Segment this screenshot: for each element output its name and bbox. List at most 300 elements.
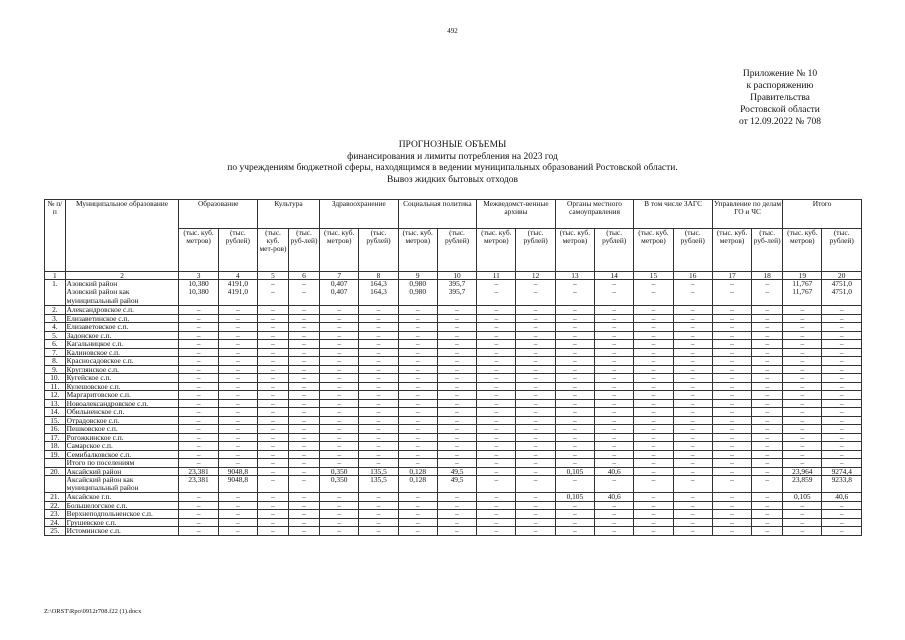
- value-cell: –: [712, 391, 751, 400]
- value-cell: –: [822, 416, 862, 425]
- row-number: 8.: [45, 357, 66, 366]
- value-cell: –: [477, 408, 516, 417]
- value-cell: –: [595, 518, 634, 527]
- value-cell: –: [477, 501, 516, 510]
- value-cell: –: [179, 425, 218, 434]
- value-cell: –: [634, 433, 673, 442]
- value-cell: –: [822, 408, 862, 417]
- value-cell: –: [595, 399, 634, 408]
- value-cell: –: [320, 501, 359, 510]
- value-cell: –: [516, 493, 555, 502]
- value-cell: –: [712, 459, 751, 468]
- value-cell: –: [258, 399, 289, 408]
- value-cell: –: [320, 314, 359, 323]
- value-cell: –: [218, 493, 257, 502]
- column-number: 1: [45, 272, 66, 280]
- value-cell: – –: [673, 280, 712, 306]
- value-cell: –: [712, 433, 751, 442]
- value-cell: –: [398, 314, 437, 323]
- header-unit: (тыс. куб. метров): [398, 229, 437, 272]
- value-cell: –: [673, 476, 712, 493]
- header-group: Здравоохранение: [320, 200, 399, 229]
- value-cell: –: [555, 391, 594, 400]
- column-number: 18: [752, 272, 783, 280]
- value-cell: –: [179, 433, 218, 442]
- value-cell: –: [752, 331, 783, 340]
- value-cell: –: [516, 459, 555, 468]
- value-cell: –: [822, 348, 862, 357]
- value-cell: –: [634, 493, 673, 502]
- table-row: [45, 399, 862, 408]
- municipality-name: [65, 493, 179, 502]
- municipality-name: [65, 374, 179, 383]
- value-cell: –: [822, 365, 862, 374]
- value-cell: –: [179, 365, 218, 374]
- column-number: 7: [320, 272, 359, 280]
- value-cell: –: [516, 357, 555, 366]
- value-cell: –: [398, 450, 437, 459]
- appendix-block: [739, 68, 821, 128]
- value-cell: –: [783, 399, 822, 408]
- row-number: 15.: [45, 416, 66, 425]
- column-number: 13: [555, 272, 594, 280]
- value-cell: –: [752, 382, 783, 391]
- value-cell: –: [477, 348, 516, 357]
- municipality-name-line: Семибалковское с.п.: [66, 450, 132, 459]
- value-cell: –: [783, 442, 822, 451]
- value-cell: 164,3 164,3: [359, 280, 398, 306]
- value-cell: –: [359, 306, 398, 315]
- value-cell: –: [712, 450, 751, 459]
- value-cell: –: [555, 501, 594, 510]
- value-cell: –: [258, 450, 289, 459]
- value-cell: –: [218, 323, 257, 332]
- value-cell: –: [822, 501, 862, 510]
- value-cell: 9274,4: [822, 467, 862, 476]
- value-cell: –: [555, 340, 594, 349]
- column-number: 20: [822, 272, 862, 280]
- row-number: 6.: [45, 340, 66, 349]
- municipality-name-line: Александровское с.п.: [66, 305, 134, 315]
- value-cell: –: [555, 357, 594, 366]
- value-cell: –: [359, 459, 398, 468]
- value-cell: –: [477, 425, 516, 434]
- value-cell: –: [752, 527, 783, 536]
- table-row: [45, 518, 862, 527]
- value-cell: –: [555, 323, 594, 332]
- header-unit: (тыс. куб. метров): [179, 229, 218, 272]
- header-unit: (тыс. рублей): [359, 229, 398, 272]
- value-cell: –: [320, 510, 359, 519]
- value-cell: –: [516, 340, 555, 349]
- value-cell: – –: [477, 280, 516, 306]
- value-cell: –: [712, 365, 751, 374]
- value-cell: –: [595, 510, 634, 519]
- value-cell: –: [477, 476, 516, 493]
- table-row: [45, 467, 862, 476]
- row-number: 22.: [45, 501, 66, 510]
- value-cell: –: [320, 374, 359, 383]
- municipality-name: [65, 510, 179, 519]
- value-cell: –: [179, 340, 218, 349]
- value-cell: –: [179, 314, 218, 323]
- row-number: 20.: [45, 467, 66, 476]
- value-cell: –: [752, 340, 783, 349]
- value-cell: –: [595, 450, 634, 459]
- value-cell: 4191,0 4191,0: [218, 280, 257, 306]
- value-cell: –: [634, 518, 673, 527]
- value-cell: –: [258, 323, 289, 332]
- value-cell: –: [179, 442, 218, 451]
- value-cell: –: [477, 527, 516, 536]
- value-cell: –: [712, 416, 751, 425]
- municipality-name-line: Маргаритовское с.п.: [66, 390, 131, 400]
- header-unit: (тыс. куб. метров): [712, 229, 751, 272]
- value-cell: –: [289, 391, 320, 400]
- value-cell: –: [437, 340, 476, 349]
- value-cell: –: [289, 340, 320, 349]
- column-number: 10: [437, 272, 476, 280]
- value-cell: 40,6: [595, 493, 634, 502]
- value-cell: –: [822, 425, 862, 434]
- value-cell: –: [516, 306, 555, 315]
- value-cell: –: [320, 527, 359, 536]
- value-cell: –: [673, 340, 712, 349]
- value-cell: –: [673, 527, 712, 536]
- value-cell: –: [783, 527, 822, 536]
- value-cell: –: [555, 433, 594, 442]
- municipality-name-line: Истоминское с.п.: [66, 526, 121, 536]
- value-cell: –: [752, 493, 783, 502]
- value-cell: –: [477, 433, 516, 442]
- value-cell: –: [289, 357, 320, 366]
- value-cell: –: [634, 510, 673, 519]
- value-cell: –: [555, 518, 594, 527]
- value-cell: –: [359, 323, 398, 332]
- value-cell: –: [783, 357, 822, 366]
- value-cell: –: [258, 374, 289, 383]
- value-cell: – –: [258, 280, 289, 306]
- value-cell: –: [437, 408, 476, 417]
- value-cell: –: [218, 306, 257, 315]
- value-cell: 9233,8: [822, 476, 862, 493]
- value-cell: –: [516, 501, 555, 510]
- value-cell: 10,380 10,380: [179, 280, 218, 306]
- value-cell: –: [179, 382, 218, 391]
- column-number: 2: [65, 272, 179, 280]
- header-group: Социальная политика: [398, 200, 477, 229]
- value-cell: –: [218, 501, 257, 510]
- value-cell: –: [218, 425, 257, 434]
- value-cell: –: [712, 518, 751, 527]
- header-unit: (тыс. куб. метров): [783, 229, 822, 272]
- municipality-name: [65, 399, 179, 408]
- value-cell: –: [477, 340, 516, 349]
- value-cell: –: [218, 391, 257, 400]
- table-row: [45, 340, 862, 349]
- value-cell: –: [555, 476, 594, 493]
- value-cell: –: [595, 331, 634, 340]
- value-cell: –: [289, 527, 320, 536]
- value-cell: –: [673, 357, 712, 366]
- value-cell: –: [289, 323, 320, 332]
- value-cell: – –: [634, 280, 673, 306]
- value-cell: –: [555, 408, 594, 417]
- value-cell: 49,5: [437, 467, 476, 476]
- municipality-name-line: Кулешовское с.п.: [66, 382, 121, 391]
- value-cell: – –: [752, 280, 783, 306]
- value-cell: –: [179, 323, 218, 332]
- value-cell: –: [555, 442, 594, 451]
- value-cell: –: [673, 467, 712, 476]
- row-number: [45, 459, 66, 468]
- value-cell: –: [218, 527, 257, 536]
- value-cell: –: [258, 314, 289, 323]
- value-cell: –: [712, 399, 751, 408]
- table-row: [45, 408, 862, 417]
- value-cell: 23,381: [179, 476, 218, 493]
- value-cell: –: [752, 365, 783, 374]
- header-unit: (тыс. рублей): [822, 229, 862, 272]
- value-cell: 23,381: [179, 467, 218, 476]
- value-cell: –: [359, 416, 398, 425]
- value-cell: –: [398, 323, 437, 332]
- value-cell: –: [822, 357, 862, 366]
- municipality-name: [65, 501, 179, 510]
- value-cell: –: [673, 348, 712, 357]
- value-cell: –: [289, 416, 320, 425]
- value-cell: –: [783, 365, 822, 374]
- value-cell: 40,6: [822, 493, 862, 502]
- value-cell: –: [595, 416, 634, 425]
- table-row: [45, 323, 862, 332]
- value-cell: –: [634, 442, 673, 451]
- value-cell: –: [320, 408, 359, 417]
- table-row: [45, 450, 862, 459]
- appendix-line: Ростовской области: [740, 105, 820, 115]
- municipality-name-line: Аксайское г.п.: [66, 492, 112, 502]
- value-cell: –: [437, 365, 476, 374]
- header-group: Органы местного самоуправления: [555, 200, 634, 229]
- value-cell: –: [359, 442, 398, 451]
- value-cell: –: [359, 425, 398, 434]
- value-cell: –: [258, 442, 289, 451]
- value-cell: –: [477, 416, 516, 425]
- header-unit: (тыс. куб. метров): [634, 229, 673, 272]
- value-cell: –: [822, 374, 862, 383]
- value-cell: 49,5: [437, 476, 476, 493]
- value-cell: –: [783, 459, 822, 468]
- value-cell: –: [289, 467, 320, 476]
- value-cell: –: [258, 527, 289, 536]
- municipality-name: [65, 331, 179, 340]
- municipality-name: [65, 408, 179, 417]
- value-cell: –: [783, 323, 822, 332]
- value-cell: –: [320, 323, 359, 332]
- value-cell: –: [712, 314, 751, 323]
- document-title: [0, 140, 905, 186]
- column-number: 6: [289, 272, 320, 280]
- value-cell: –: [320, 382, 359, 391]
- value-cell: –: [218, 382, 257, 391]
- table-row: [45, 365, 862, 374]
- value-cell: –: [320, 357, 359, 366]
- value-cell: 395,7 395,7: [437, 280, 476, 306]
- value-cell: –: [398, 493, 437, 502]
- value-cell: –: [477, 467, 516, 476]
- value-cell: –: [398, 527, 437, 536]
- value-cell: –: [320, 518, 359, 527]
- value-cell: –: [634, 331, 673, 340]
- municipality-name-line: Верхнеподпольненское с.п.: [66, 509, 153, 519]
- value-cell: –: [218, 374, 257, 383]
- value-cell: –: [516, 476, 555, 493]
- value-cell: –: [712, 374, 751, 383]
- table-row: [45, 442, 862, 451]
- value-cell: –: [437, 357, 476, 366]
- row-number: 21.: [45, 493, 66, 502]
- column-number: 11: [477, 272, 516, 280]
- value-cell: –: [712, 408, 751, 417]
- value-cell: –: [289, 425, 320, 434]
- value-cell: –: [555, 425, 594, 434]
- value-cell: –: [398, 365, 437, 374]
- value-cell: –: [555, 331, 594, 340]
- municipality-name-line: Большелогское с.п.: [66, 501, 128, 510]
- value-cell: –: [398, 374, 437, 383]
- value-cell: –: [634, 527, 673, 536]
- value-cell: –: [822, 510, 862, 519]
- value-cell: –: [437, 527, 476, 536]
- value-cell: –: [258, 357, 289, 366]
- value-cell: –: [179, 510, 218, 519]
- value-cell: –: [673, 518, 712, 527]
- value-cell: –: [634, 416, 673, 425]
- value-cell: 0,105: [783, 493, 822, 502]
- value-cell: –: [555, 382, 594, 391]
- value-cell: –: [218, 408, 257, 417]
- value-cell: –: [516, 425, 555, 434]
- value-cell: –: [477, 450, 516, 459]
- value-cell: –: [437, 382, 476, 391]
- value-cell: –: [555, 399, 594, 408]
- value-cell: –: [783, 331, 822, 340]
- value-cell: –: [258, 493, 289, 502]
- table-row: [45, 510, 862, 519]
- value-cell: –: [634, 348, 673, 357]
- value-cell: –: [359, 399, 398, 408]
- value-cell: –: [634, 374, 673, 383]
- value-cell: –: [179, 374, 218, 383]
- municipality-name: [65, 459, 179, 468]
- value-cell: –: [398, 348, 437, 357]
- table-row: [45, 391, 862, 400]
- municipality-name-line: муниципальный район: [66, 295, 139, 305]
- value-cell: –: [752, 459, 783, 468]
- value-cell: –: [595, 348, 634, 357]
- value-cell: –: [783, 348, 822, 357]
- table-row: [45, 348, 862, 357]
- value-cell: –: [179, 450, 218, 459]
- table-row: [45, 306, 862, 315]
- value-cell: –: [218, 416, 257, 425]
- value-cell: –: [783, 416, 822, 425]
- value-cell: –: [712, 331, 751, 340]
- value-cell: –: [179, 518, 218, 527]
- appendix-line: Приложение № 10: [742, 69, 818, 79]
- header-unit: (тыс. рублей): [673, 229, 712, 272]
- value-cell: –: [218, 340, 257, 349]
- municipality-name: [65, 442, 179, 451]
- value-cell: –: [289, 408, 320, 417]
- value-cell: –: [783, 306, 822, 315]
- value-cell: –: [477, 510, 516, 519]
- column-number: 15: [634, 272, 673, 280]
- value-cell: –: [398, 357, 437, 366]
- header-unit: (тыс. куб. метров): [555, 229, 594, 272]
- value-cell: – –: [595, 280, 634, 306]
- value-cell: –: [398, 433, 437, 442]
- value-cell: –: [437, 314, 476, 323]
- value-cell: –: [783, 408, 822, 417]
- value-cell: –: [359, 391, 398, 400]
- value-cell: –: [783, 314, 822, 323]
- value-cell: –: [289, 493, 320, 502]
- value-cell: – –: [516, 280, 555, 306]
- value-cell: –: [752, 450, 783, 459]
- value-cell: –: [437, 459, 476, 468]
- municipality-name: [65, 416, 179, 425]
- value-cell: –: [477, 442, 516, 451]
- value-cell: –: [320, 425, 359, 434]
- value-cell: 9048,8: [218, 467, 257, 476]
- value-cell: –: [398, 306, 437, 315]
- value-cell: –: [289, 348, 320, 357]
- municipality-name-line: Азовский район: [66, 279, 118, 288]
- value-cell: –: [516, 382, 555, 391]
- municipality-name-line: Отрадовское с.п.: [66, 416, 120, 425]
- value-cell: –: [673, 433, 712, 442]
- row-number: 14.: [45, 408, 66, 417]
- row-number: 7.: [45, 348, 66, 357]
- value-cell: –: [822, 433, 862, 442]
- value-cell: –: [516, 527, 555, 536]
- row-number: 5.: [45, 331, 66, 340]
- value-cell: –: [359, 450, 398, 459]
- value-cell: –: [398, 340, 437, 349]
- value-cell: –: [477, 314, 516, 323]
- value-cell: –: [179, 399, 218, 408]
- value-cell: –: [258, 518, 289, 527]
- row-number: 3.: [45, 314, 66, 323]
- value-cell: –: [437, 518, 476, 527]
- value-cell: –: [477, 306, 516, 315]
- header-num: № п/п: [45, 200, 66, 272]
- value-cell: –: [822, 399, 862, 408]
- value-cell: –: [712, 306, 751, 315]
- value-cell: –: [634, 467, 673, 476]
- value-cell: –: [822, 306, 862, 315]
- value-cell: –: [673, 399, 712, 408]
- municipality-name-line: Новоалександровское с.п.: [66, 399, 149, 408]
- value-cell: –: [359, 433, 398, 442]
- value-cell: –: [555, 527, 594, 536]
- value-cell: –: [289, 382, 320, 391]
- value-cell: –: [555, 450, 594, 459]
- value-cell: –: [320, 416, 359, 425]
- table-row: [45, 425, 862, 434]
- value-cell: –: [634, 459, 673, 468]
